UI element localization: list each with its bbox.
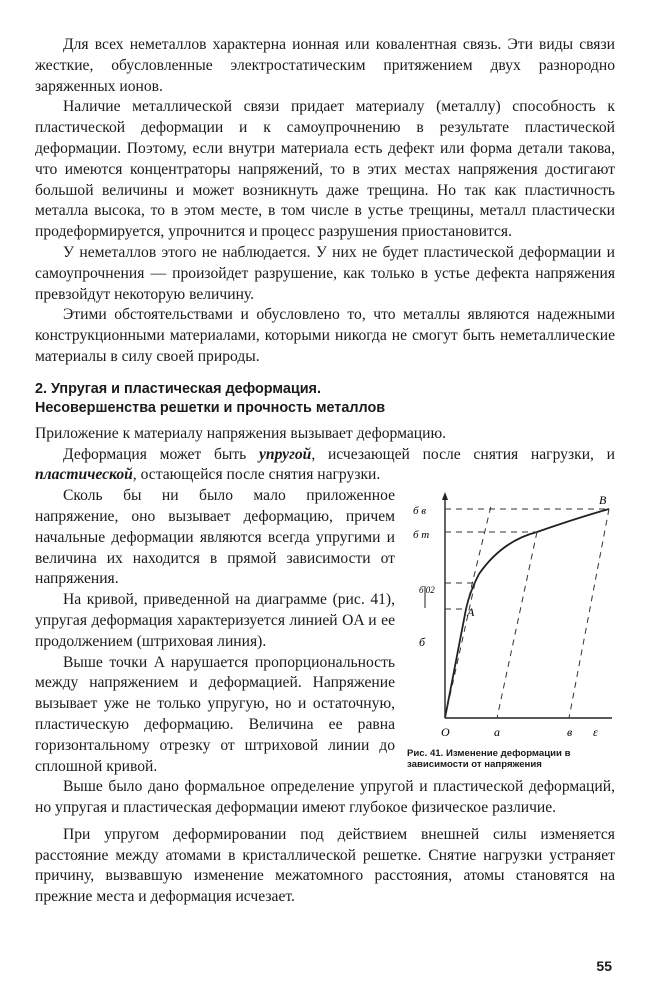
label-x-axis: ε [593,725,598,740]
term-elastic: упругой [259,445,312,463]
term-plastic: пластической [35,466,133,484]
paragraph-metallic-bond: Наличие металлической связи придает материалу (металлу) способность к пластической деформации и к самоупрочнению в результате пластической деформации. Поэтому, если внутри материала есть дефект или форма детали такова, что имеются концентраторы напряжений, то в этих местах напряжения достигают большой величины и может возникнуть даже трещина. Но так как пластичность металла высока, то в этом месте, в том числе в устье трещины, металл пластически продеформируется, упрочнится и процесс разрушения приостановится. [35,98,615,241]
paragraph-formal-definition: Выше было дано формальное определение упругой и пластической деформаций, но упругая и пластическая деформации имеют глубокое физическое различие. [35,778,615,817]
elastic-extension-line [466,506,491,609]
paragraph-deformation-types: Деформация может быть упругой, исчезающей после снятия нагрузки, и пластической, остающейся после снятия нагрузки. [35,445,616,484]
label-y-axis: б [419,635,426,650]
figure-41 [407,486,619,770]
label-sigma-b: б в [413,505,427,518]
stress-strain-diagram [407,486,619,746]
paragraph-intro: Приложение к материалу напряжения вызывает деформацию. [35,424,447,442]
label-sigma-t: б т [413,529,430,542]
label-point-a: A [467,605,475,620]
section-heading-line2: Несовершенства решетки и прочность металлов [35,399,386,416]
text-with-figure [35,486,615,777]
offset-line-b [569,509,609,718]
paragraph-small-stress: Сколь бы ни было мало приложенное напряжение, оно вызывает деформацию, причем начальные деформации являются всегда упругими и величина их находится в прямой зависимости от напряжения. [35,487,395,588]
section-heading-line1: 2. Упругая и пластическая деформация. [35,380,321,397]
paragraph-bonds: Для всех неметаллов характерна ионная или ковалентная связь. Эти виды связи жесткие, обусловленные электростатическим притяжением двух разнородно заряженных ионов. [35,36,615,95]
book-page [35,35,615,908]
paragraph-above-point-a: Выше точки A нарушается пропорциональность между напряжением и деформацией. Напряжение вызывает уже не только упругую, но и остаточную, пластическую деформацию. Величина ее равна горизонтальному отрезку от штриховой линии до сплошной кривой. [35,653,395,775]
paragraph-nonmetals: У неметаллов этого не наблюдается. У них не будет пластической деформации и самоупрочнения — произойдет разрушение, как только в устье дефекта напряжения превзойдут некоторую величину. [35,243,615,303]
left-column [35,486,395,777]
label-point-b: B [599,493,607,508]
paragraph-elastic-mechanism: При упругом деформировании под действием внешней силы изменяется расстояние между атомами в кристаллической решетке. Снятие нагрузки устраняет причину, вызвавшую изменение межатомного расстояния, атомы становятся на прежние места и деформация исчезает. [35,825,615,906]
page-number: 55 [596,958,612,974]
label-sigma-02: б 02 [419,585,435,596]
label-b: в [567,725,573,740]
section-heading [35,380,615,418]
label-origin: O [441,725,450,740]
offset-line-a [497,532,537,718]
figure-caption: Рис. 41. Изменение деформации в зависимости от напряжения [407,748,571,771]
paragraph-diagram-ref: На кривой, приведенной на диаграмме (рис. 41), упругая деформация характеризуется линией OA и ее продолжением (штриховая линия). [35,591,395,650]
paragraph-conclusion: Этими обстоятельствами и обусловлено то, что металлы являются надежными конструкционными материалами, которыми никогда не смогут быть неметаллические материалы в силу своей природы. [35,306,615,365]
label-a: a [494,725,500,740]
y-axis-arrow [442,492,448,500]
